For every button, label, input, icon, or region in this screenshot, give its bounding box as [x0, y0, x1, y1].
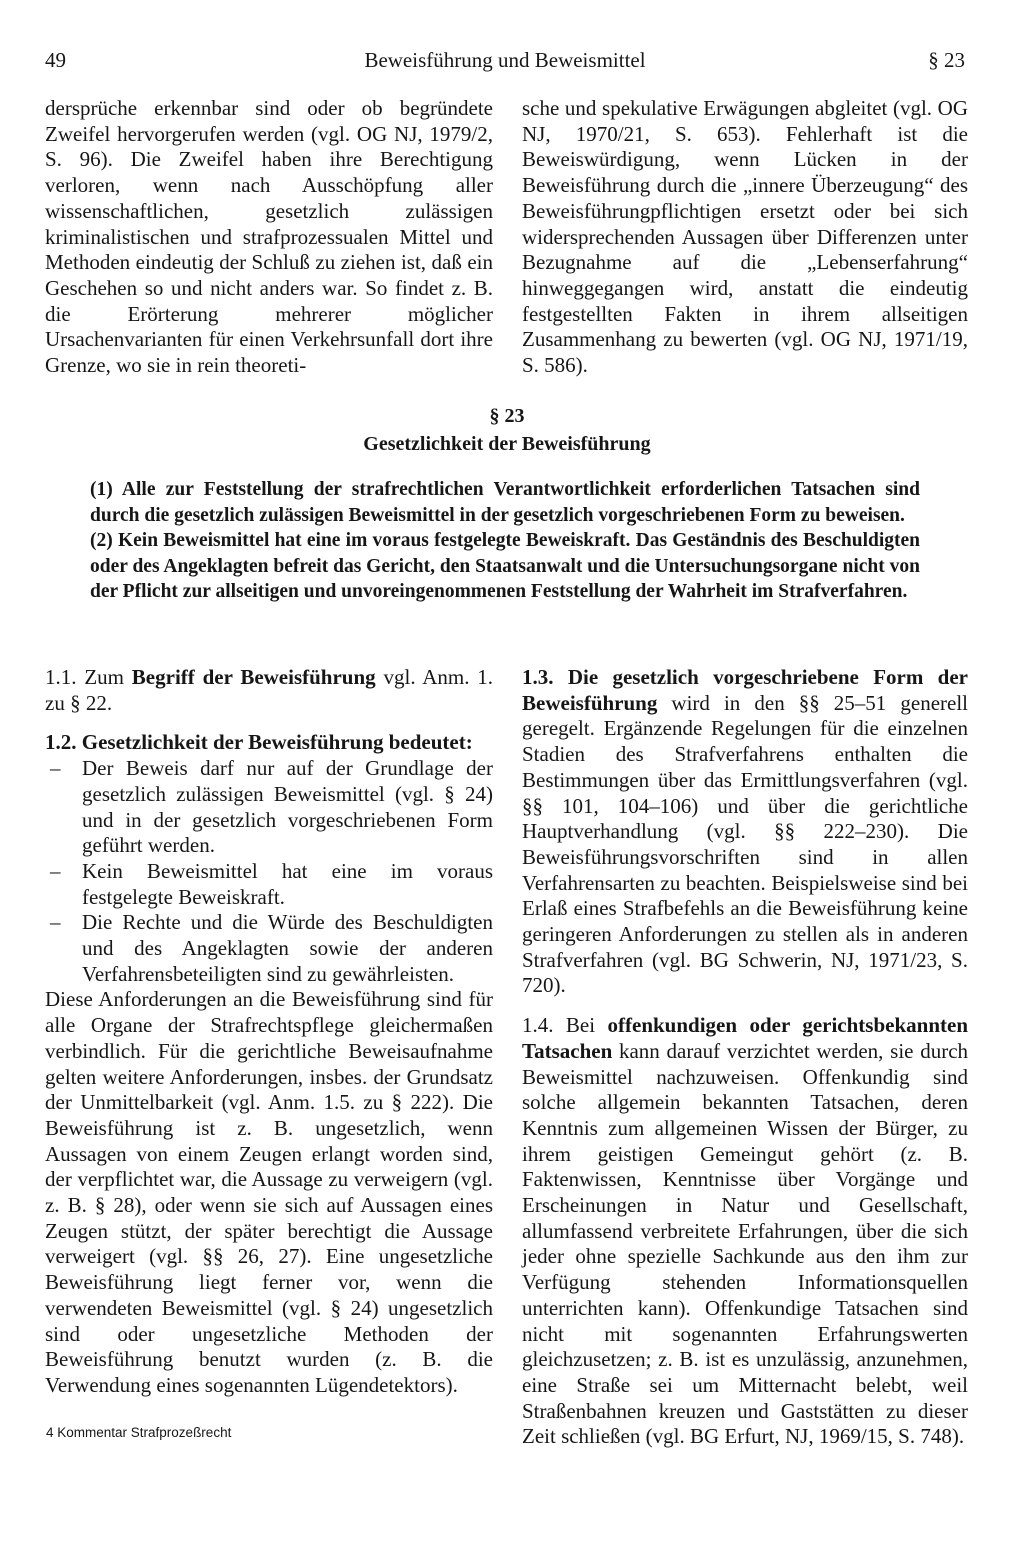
- list-item: – Die Rechte und die Würde des Beschuldigten und des Angeklagten sowie der anderen Verfahrensbeteiligten sind zu gewährleisten.: [45, 910, 493, 987]
- annotation-1-4: 1.4. Bei offenkundigen oder gerichtsbekannten Tatsachen kann darauf verzichtet werden, sie durch Beweismittel nachzuweisen. Offenkundig sind solche allgemein bekannten Tatsachen, deren Kenntnis zum allgemeinen Wissen der Bürger, zu ihrem geistigen Gemeingut gehört (z. B. Faktenwissen, Kenntnisse über Vorgänge und Erscheinungen in Natur und Gesellschaft, allumfassend verbreitete Erfahrungen, über die sich jeder ohne spezielle Sachkunde aus den ihm zur Verfügung stehenden Informationsquellen unterrichten kann). Offenkundige Tatsachen sind nicht mit sogenannten Erfahrungswerten gleichzusetzen; z. B. ist es unzulässig, anzunehmen, eine Straße sei um Mitternacht belebt, weil Straßenbahnen kreuzen und Gaststätten zu dieser Zeit schließen (vgl. BG Erfurt, NJ, 1969/15, S. 748).: [522, 1013, 969, 1449]
- annotation-text: Diese Anforderungen an die Beweisführung sind für alle Organe der Strafrechtspflege gleichermaßen verbindlich. Für die gerichtliche Beweisaufnahme gelten weitere Anforderungen, insbes. der Grundsatz der Unmittelbarkeit (vgl. Anm. 1.5. zu § 222). Die Beweisführung ist z. B. ungesetzlich, wenn Aussagen von einem Zeugen erlangt worden sind, der verpflichtet war, die Aussage zu verweigern (vgl. z. B. § 28), oder wenn sie sich auf Aussagen eines Zeugen stützt, der später berechtigt die Aussage verweigert (vgl. §§ 26, 27). Eine ungesetzliche Beweisführung liegt ferner vor, wenn die verwendeten Beweismittel (vgl. § 24) ungesetzlich sind oder ungesetzliche Methoden der Beweisführung benutzt wurden (z. B. die Verwendung eines sogenannten Lügendetektors).: [45, 987, 493, 1397]
- footer-note: 4 Kommentar Strafprozeßrecht: [46, 1425, 232, 1440]
- annotation-term: offenkundigen oder gerichtsbekannten Tatsachen: [522, 1013, 969, 1063]
- commentary-right-column: [522, 665, 968, 1450]
- statute-text: [90, 477, 920, 605]
- section-heading: [0, 402, 1014, 458]
- annotation-1-2: [45, 730, 493, 1398]
- list-item: – Kein Beweismittel hat eine im voraus festgelegte Beweiskraft.: [45, 859, 493, 910]
- intro-left-column: [45, 96, 493, 379]
- section-title: Gesetzlichkeit der Beweisführung: [363, 433, 651, 455]
- commentary-left-column: [45, 665, 493, 1399]
- statute-paragraph-2: (2) Kein Beweismittel hat eine im voraus festgelegte Beweiskraft. Das Geständnis des Beschuldigten oder des Angeklagten befreit das Gericht, den Staatsanwalt und die Untersuchungsorgane nicht von der Pflicht zur allseitigen und unvoreingenommenen Feststellung der Wahrheit im Strafverfahren.: [90, 530, 920, 603]
- annotation-term: Begriff der Beweisführung: [131, 665, 376, 689]
- annotation-heading: 1.2. Gesetzlichkeit der Beweisführung bedeutet:: [45, 730, 473, 755]
- annotation-lead: 1.3. Die gesetzlich vorgeschriebene Form der Beweisführung: [522, 665, 968, 715]
- requirements-list: [45, 756, 493, 987]
- page-number: 49: [45, 48, 66, 72]
- page-header: [45, 44, 965, 84]
- list-item: – Der Beweis darf nur auf der Grundlage der gesetzlich zulässigen Beweismittel (vgl. § 24) und in der gesetzlich vorgeschriebenen Form geführt werden.: [45, 756, 493, 859]
- section-reference: § 23: [928, 48, 965, 72]
- running-title: Beweisführung und Beweismittel: [364, 48, 646, 72]
- annotation-number: 1.1.: [45, 665, 77, 689]
- intro-left-text: dersprüche erkennbar sind oder ob begründete Zweifel hervorgerufen werden (vgl. OG NJ, 1979/2, S. 96). Die Zweifel haben ihre Berechtigung verloren, wenn nach Ausschöpfung aller wissenschaftlichen, gesetzlich zulässigen kriminalistischen und strafprozessualen Mittel und Methoden eindeutig der Schluß zu ziehen ist, daß ein Geschehen so und nicht anders war. So findet z. B. die Erörterung mehrerer möglicher Ursachenvarianten für einen Verkehrsunfall dort ihre Grenze, wo sie in rein theoreti-: [45, 96, 493, 378]
- section-number: § 23: [489, 405, 525, 427]
- annotation-number: 1.4.: [522, 1013, 554, 1038]
- intro-right-column: [522, 96, 968, 379]
- intro-right-text: sche und spekulative Erwägungen abgleitet (vgl. OG NJ, 1970/21, S. 653). Fehlerhaft ist die Beweiswürdigung, wenn Lücken in der Beweisführung durch die „innere Überzeugung“ des Beweisführungpflichtigen ersetzt oder bei sich widersprechenden Aussagen über Differenzen unter Bezugnahme auf die „Lebenserfahrung“ hinweggegangen wird, anstatt die eindeutig festgestellten Fakten in ihrem allseitigen Zusammenhang zu bewerten (vgl. OG NJ, 1971/19, S. 586).: [522, 96, 968, 378]
- annotation-1-1: 1.1. Zum Begriff der Beweisführung vgl. Anm. 1. zu § 22.: [45, 665, 494, 715]
- statute-paragraph-1: (1) Alle zur Feststellung der strafrechtlichen Verantwortlichkeit erforderlichen Tatsachen sind durch die gesetzlich zulässigen Beweismittel in der gesetzlich vorgeschriebenen Form zu beweisen.: [90, 479, 920, 526]
- annotation-1-3: 1.3. Die gesetzlich vorgeschriebene Form der Beweisführung wird in den §§ 25–51 generell geregelt. Ergänzende Regelungen für die einzelnen Stadien des Strafverfahrens enthalten die Bestimmungen über das Ermittlungsverfahren (vgl. §§ 101, 104–106) und über die gerichtliche Hauptverhandlung (vgl. §§ 222–230). Die Beweisführungsvorschriften sind in allen Verfahrensarten zu beachten. Beispielsweise sind bei Erlaß eines Strafbefehls an die Beweisführung keine geringeren Anforderungen zu stellen als in anderen Strafverfahren (vgl. BG Schwerin, NJ, 1971/23, S. 720).: [522, 665, 968, 998]
